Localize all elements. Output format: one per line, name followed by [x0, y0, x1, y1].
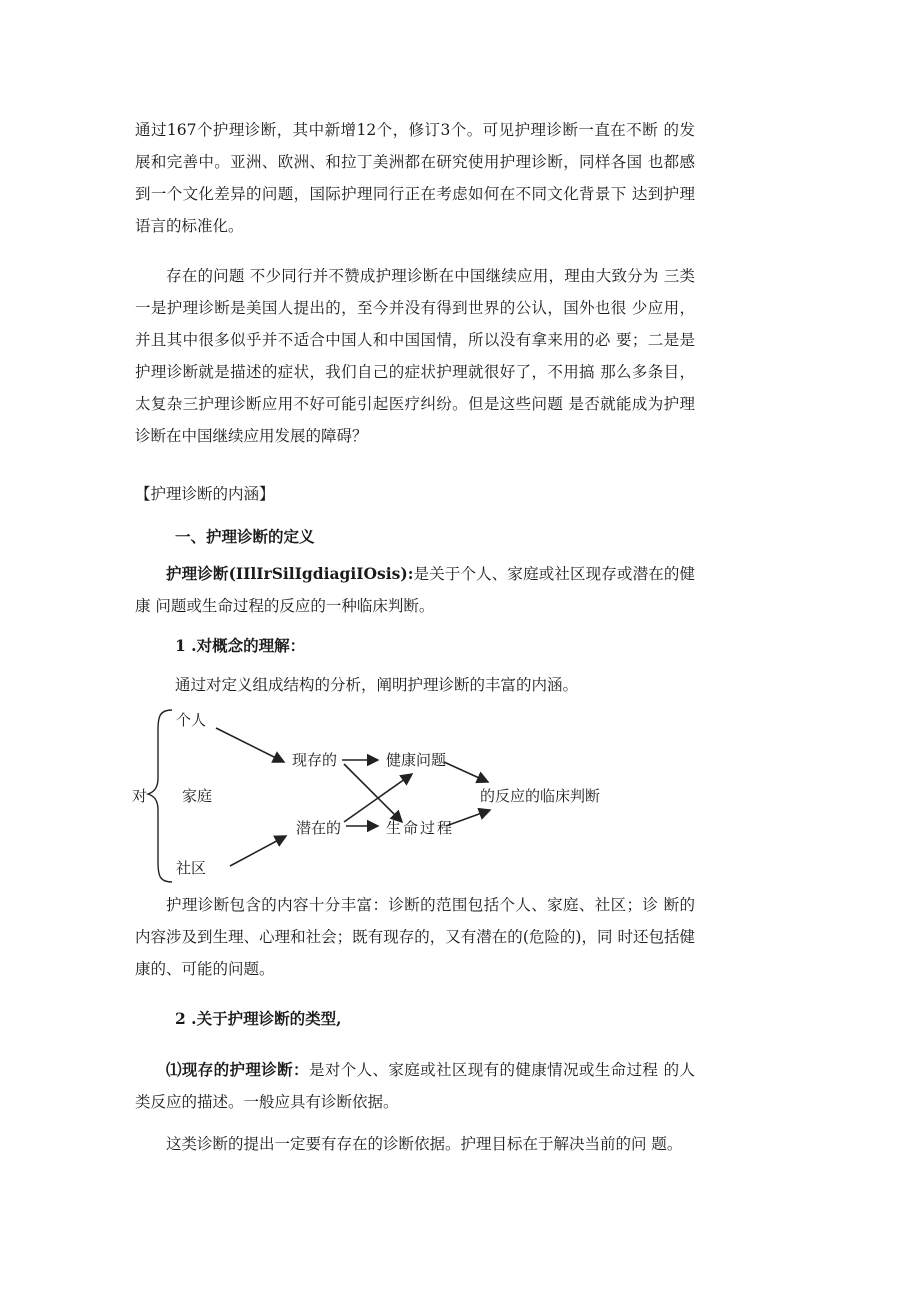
section-heading: 【护理诊断的内涵】 — [135, 485, 275, 503]
arrow-potential-health — [344, 774, 412, 822]
label-family: 家庭 — [182, 787, 213, 805]
heading-concept: 1 .对概念的理解： — [175, 636, 306, 655]
brace — [148, 710, 172, 882]
definition-text: 是关于个人、家庭或社区现存或潜在的健康 问题或生命过程的反应的一种临床判断。 — [135, 565, 695, 615]
type-existing-text: 是对个人、家庭或社区现有的健康情况或生命过程 的人类反应的描述。一般应具有诊断依据。 — [135, 1061, 695, 1111]
arrow-community-potential — [230, 836, 286, 866]
definition-term: 护理诊断(IIlIrSilIgdiagiIOsis): — [166, 564, 414, 583]
heading-types: 2 .关于护理诊断的类型, — [175, 1009, 342, 1028]
label-result: 的反应的临床判断 — [480, 787, 601, 805]
definition-paragraph — [135, 558, 695, 622]
type-existing-paragraph — [135, 1054, 695, 1118]
arrow-individual-existing — [216, 728, 284, 762]
label-potential: 潜在的 — [296, 819, 342, 837]
heading-definition: 一、护理诊断的定义 — [175, 527, 315, 546]
label-individual: 个人 — [176, 711, 207, 729]
label-community: 社区 — [176, 859, 207, 877]
arrow-health-result — [444, 762, 488, 782]
paragraph-content: 护理诊断包含的内容十分丰富：诊断的范围包括个人、家庭、社区；诊 断的内容涉及到生理、心理和社会；既有现存的，又有潜在的(危险的)，同 时还包括健康的、可能的问题。 — [135, 896, 695, 978]
arrow-existing-life — [344, 764, 402, 822]
label-life-process: 生命过程 — [386, 819, 455, 837]
paragraph-basis: 这类诊断的提出一定要有存在的诊断依据。护理目标在于解决当前的问 题。 — [166, 1135, 683, 1153]
paragraph-1: 通过167个护理诊断，其中新增12个，修订3个。可见护理诊断一直在不断 的发展和完善中。亚洲、欧洲、和拉丁美洲都在研究使用护理诊断，同样各国 也都感到一个文化差异的问题，国际护理同行正在考虑如何在不同文化背景下 达到护理语言的标准化。 — [135, 121, 695, 235]
definition-diagram — [128, 700, 628, 890]
type-existing-term: ⑴现存的护理诊断： — [166, 1060, 309, 1079]
paragraph-problems: 存在的问题 不少同行并不赞成护理诊断在中国继续应用，理由大致分为 三类一是护理诊断是美国人提出的，至今并没有得到世界的公认，国外也很 少应用，并且其中很多似乎并不适合中国人和中国国情，所以没有拿来用的必 要；二是是护理诊断就是描述的症状，我们自己的症状护理就很好了，不用搞 那么多条目，太复杂三护理诊断应用不好可能引起医疗纠纷。但是这些问题 是否就能成为护理诊断在中国继续应用发展的障碍？ — [135, 267, 695, 445]
label-dui: 对 — [132, 787, 148, 805]
paragraph-analysis: 通过对定义组成结构的分析，阐明护理诊断的丰富的内涵。 — [175, 676, 579, 694]
label-health-problem: 健康问题 — [386, 751, 447, 769]
label-existing: 现存的 — [292, 751, 338, 769]
